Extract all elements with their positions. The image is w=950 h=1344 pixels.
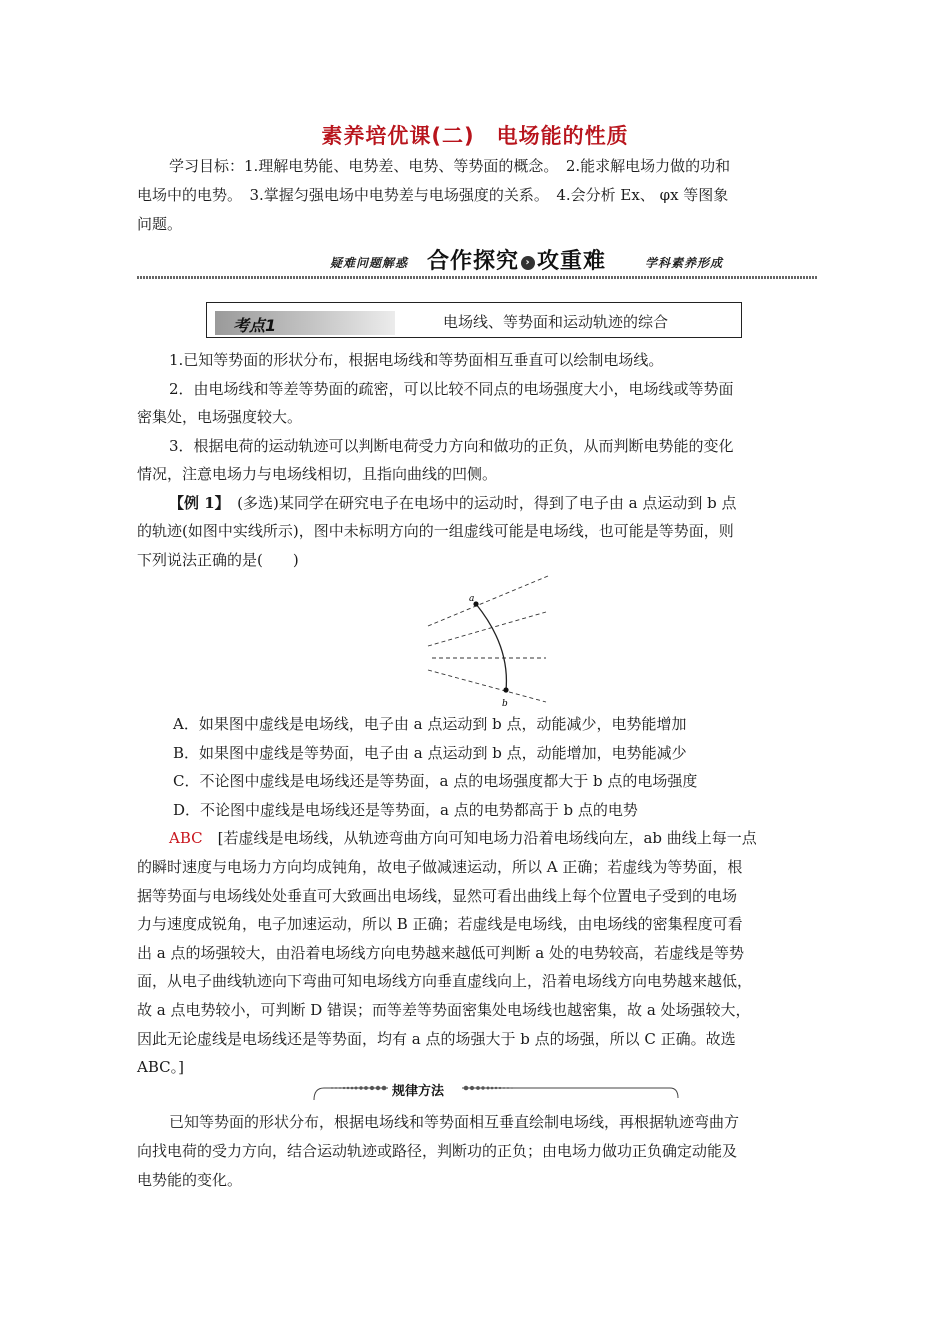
dashed-line-4: [428, 670, 546, 702]
option-a: A．如果图中虚线是电场线，电子由 a 点运动到 b 点，动能减少，电势能增加: [173, 715, 687, 733]
objectives-line-1: 学习目标：1.理解电势能、电势差、电势、等势面的概念。 2.能求解电场力做的功和: [169, 157, 731, 175]
point-3-line-1: 3．根据电荷的运动轨迹可以判断电荷受力方向和做功的正负，从而判断电势能的变化: [169, 437, 734, 455]
dashed-line-2: [428, 612, 546, 646]
rule-line-2: 向找电荷的受力方向，结合运动轨迹或路径，判断功的正负；由电场力做功正负确定动能及: [137, 1142, 738, 1160]
rule-header-decoration: [310, 1078, 680, 1104]
rule-text: [137, 1108, 817, 1137]
option-c: C．不论图中虚线是电场线还是等势面，a 点的电场强度都大于 b 点的电场强度: [173, 772, 698, 791]
rule-line-1: 已知等势面的形状分布，根据电场线和等势面相互垂直绘制电场线，再根据轨迹弯曲方: [169, 1113, 740, 1131]
learning-objectives-cont: [137, 181, 817, 238]
answer-cont: [137, 853, 817, 1082]
answer-line-1: [若虚线是电场线，从轨迹弯曲方向可知电场力沿着电场线向左，ab 曲线上每一点: [202, 829, 757, 847]
page-title: 素养培优课(二) 电场能的性质: [321, 124, 629, 148]
point-2: [137, 375, 817, 404]
objectives-line-3: 问题。: [137, 214, 183, 233]
answer-key: ABC: [169, 829, 203, 847]
rule-method-header: [310, 1078, 680, 1104]
kaodian-label: 考点1: [233, 316, 277, 335]
answer-line-3: 据等势面与电场线处处垂直可大致画出电场线，显然可看出曲线上每个位置电子受到的电场: [137, 886, 738, 905]
point-1-text: 1.已知等势面的形状分布，根据电场线和等势面相互垂直可以绘制电场线。: [169, 351, 664, 369]
answer-line-2: 的瞬时速度与电场力方向均成钝角，故电子做减速运动，所以 A 正确；若虚线为等势面，根: [137, 858, 743, 876]
answer-line-6: 面，从电子曲线轨迹向下弯曲可知电场线方向垂直虚线向上，沿着电场线方向电势越来越低，: [137, 972, 753, 991]
kaodian-title: 电场线、等势面和运动轨迹的综合: [443, 313, 669, 331]
rule-text-cont: [137, 1137, 817, 1194]
point-b-marker: [503, 687, 508, 692]
objectives-line-2: 电场中的电势。 3.掌握匀强电场中电势差与电场强度的关系。 4.会分析 Ex、 φx 等图象: [137, 186, 729, 204]
arrow-right-icon: ›: [521, 256, 535, 270]
example-line-1: (多选)某同学在研究电子在电场中的运动时，得到了电子由 a 点运动到 b 点: [222, 494, 737, 512]
example-question: [137, 489, 817, 518]
example-tag: 【例 1】: [169, 494, 223, 512]
banner-main-text: [427, 244, 606, 275]
point-a-label: a: [469, 594, 475, 604]
answer-line-5: 出 a 点的场强较大，由沿着电场线方向电势越来越低可判断 a 处的电势较高，若虚线是等势: [137, 943, 744, 962]
point-b-label: b: [502, 699, 508, 709]
point-2-line-1: 2．由电场线和等差等势面的疏密，可以比较不同点的电场强度大小，电场线或等势面: [169, 380, 734, 398]
banner-right-text: 学科素养形成: [645, 256, 724, 270]
point-2-line-2: 密集处，电场强度较大。: [137, 408, 303, 426]
banner-main-1: 合作探究: [427, 249, 520, 274]
options: [173, 710, 817, 824]
answer-line-8: 因此无论虚线是电场线还是等势面，均有 a 点的场强大于 b 点的场强，所以 C 正确。故选: [137, 1029, 736, 1048]
kaodian-box: [206, 302, 742, 338]
answer: [137, 824, 817, 853]
point-1: [137, 346, 817, 375]
banner-main-2: 攻重难: [537, 249, 607, 274]
answer-line-9: ABC。]: [137, 1058, 184, 1077]
trajectory-curve: [476, 604, 506, 690]
rule-title: 规律方法: [392, 1084, 445, 1099]
kaodian-tab: [215, 311, 395, 335]
banner-left-text: 疑难问题解惑: [330, 256, 409, 270]
example-line-2: 的轨迹(如图中实线所示)，图中未标明方向的一组虚线可能是电场线，也可能是等势面，则: [137, 522, 734, 540]
point-3-line-2: 情况，注意电场力与电场线相切，且指向曲线的凹侧。: [137, 465, 498, 483]
rule-line-3: 电势能的变化。: [137, 1170, 243, 1189]
answer-line-7: 故 a 点电势较小，可判断 D 错误；而等差等势面密集处电场线也越密集，故 a 处场强较大，: [137, 1000, 751, 1019]
option-d: D．不论图中虚线是电场线还是等势面，a 点的电势都高于 b 点的电势: [173, 800, 638, 819]
example-line-3: 下列说法正确的是( ): [137, 550, 299, 569]
learning-objectives: [137, 152, 817, 181]
option-b: B．如果图中虚线是等势面，电子由 a 点运动到 b 点，动能增加，电势能减少: [173, 743, 687, 762]
divider: [137, 276, 817, 279]
dashed-line-1: [428, 576, 548, 626]
trajectory-diagram: [420, 566, 560, 712]
section-banner: [137, 244, 817, 274]
point-2-cont: [137, 403, 817, 432]
point-3: [137, 432, 817, 461]
answer-line-4: 力与速度成锐角，电子加速运动，所以 B 正确；若虚线是电场线，由电场线的密集程度可看: [137, 915, 743, 934]
point-3-cont: [137, 460, 817, 489]
